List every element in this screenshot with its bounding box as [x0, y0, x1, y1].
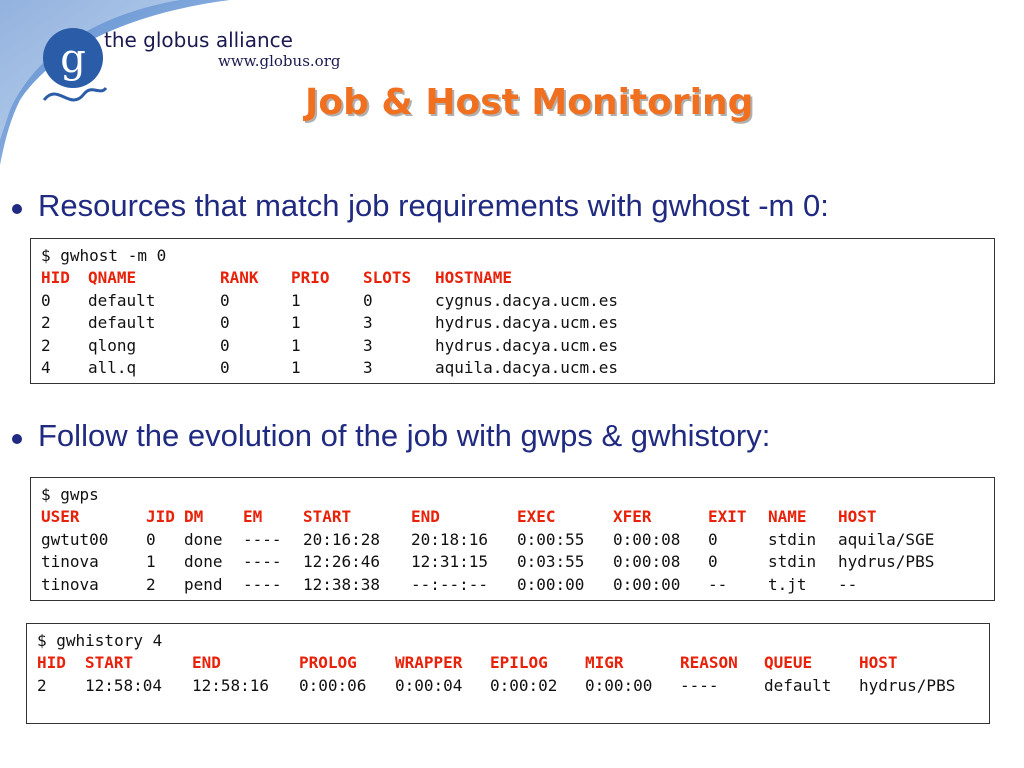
table-cell: t.jt [768, 574, 807, 594]
table-row [31, 357, 994, 379]
table-row [31, 551, 994, 573]
table-cell: tinova [41, 552, 99, 572]
table-cell: 2 [41, 335, 51, 355]
table-cell: tinova [41, 574, 99, 594]
table-cell: done [184, 529, 223, 549]
table-cell: 0:00:00 [585, 675, 653, 695]
table-cell: hydrus/PBS [859, 675, 956, 695]
column-header: RANK [220, 268, 259, 288]
logo-letter: g [60, 36, 86, 82]
table-cell: 12:31:15 [411, 552, 489, 572]
column-header: HOST [838, 507, 877, 527]
table-cell: 12:38:38 [303, 574, 381, 594]
table-cell: 0:00:08 [613, 552, 681, 572]
column-header: MIGR [585, 653, 624, 673]
table-cell: 1 [291, 357, 301, 377]
table-cell: 0:00:04 [395, 675, 463, 695]
brand-url: www.globus.org [218, 52, 341, 70]
gwhistory-header-row [27, 652, 989, 674]
column-header: DM [184, 507, 204, 527]
table-cell: stdin [768, 529, 817, 549]
table-cell: default [764, 675, 832, 695]
gwhost-header-row [31, 267, 994, 289]
table-cell: 12:58:04 [85, 675, 163, 695]
table-row [31, 335, 994, 357]
column-header: HOSTNAME [435, 268, 513, 288]
table-cell: done [184, 552, 223, 572]
table-cell: 0:00:55 [517, 529, 585, 549]
column-header: JID [146, 507, 175, 527]
table-cell: 2 [37, 675, 47, 695]
column-header: START [85, 653, 134, 673]
table-cell: 1 [291, 313, 301, 333]
table-cell: 20:18:16 [411, 529, 489, 549]
corner-swoosh-graphic [0, 0, 260, 180]
column-header: EM [243, 507, 263, 527]
table-cell: 3 [363, 335, 373, 355]
column-header: START [303, 507, 352, 527]
table-cell: cygnus.dacya.ucm.es [435, 290, 619, 310]
gwps-command-line [31, 484, 994, 506]
table-row [31, 574, 994, 596]
bullet-item [12, 418, 770, 454]
table-cell: 0:00:06 [299, 675, 367, 695]
gwhistory-terminal-box [26, 623, 990, 724]
gwhost-terminal-box [30, 238, 995, 384]
table-cell: --:--:-- [411, 574, 489, 594]
table-cell: default [88, 313, 156, 333]
table-cell: 0 [220, 290, 230, 310]
table-cell: 12:58:16 [192, 675, 270, 695]
table-cell: ---- [680, 675, 719, 695]
table-cell: qlong [88, 335, 137, 355]
table-cell: 1 [291, 335, 301, 355]
column-header: XFER [613, 507, 652, 527]
table-cell: 0 [363, 290, 373, 310]
table-cell: 0:00:00 [613, 574, 681, 594]
table-cell: ---- [243, 574, 282, 594]
table-row [31, 312, 994, 334]
column-header: END [192, 653, 221, 673]
bullet-dot-icon [12, 434, 22, 444]
table-row [31, 290, 994, 312]
gwhistory-command: $ gwhistory 4 [37, 631, 163, 650]
table-cell: 0 [708, 552, 718, 572]
table-cell: 12:26:46 [303, 552, 381, 572]
gwps-terminal-box [30, 477, 995, 601]
table-cell: 0:00:02 [490, 675, 558, 695]
column-header: WRAPPER [395, 653, 463, 673]
brand-name: the globus alliance [104, 28, 293, 52]
column-header: QNAME [88, 268, 137, 288]
table-cell: all.q [88, 357, 137, 377]
column-header: HID [41, 268, 70, 288]
column-header: EXEC [517, 507, 556, 527]
table-cell: 0:03:55 [517, 552, 585, 572]
table-cell: default [88, 290, 156, 310]
bullet-dot-icon [12, 204, 22, 214]
column-header: SLOTS [363, 268, 412, 288]
column-header: EPILOG [490, 653, 548, 673]
table-cell: hydrus.dacya.ucm.es [435, 313, 619, 333]
table-cell: pend [184, 574, 223, 594]
table-cell: 0 [220, 313, 230, 333]
column-header: NAME [768, 507, 807, 527]
table-cell: gwtut00 [41, 529, 109, 549]
table-cell: stdin [768, 552, 817, 572]
bullet-text: Follow the evolution of the job with gwps & gwhistory: [38, 418, 771, 453]
table-cell: 0 [708, 529, 718, 549]
gwhost-command-line [31, 245, 994, 267]
table-cell: aquila/SGE [838, 529, 935, 549]
column-header: HOST [859, 653, 898, 673]
column-header: USER [41, 507, 80, 527]
globus-logo-icon [40, 22, 110, 110]
column-header: END [411, 507, 440, 527]
gwhistory-command-line [27, 630, 989, 652]
table-cell: 2 [41, 313, 51, 333]
table-cell: 0 [220, 335, 230, 355]
table-cell: aquila.dacya.ucm.es [435, 357, 619, 377]
table-cell: 0:00:00 [517, 574, 585, 594]
table-cell: 20:16:28 [303, 529, 381, 549]
gwps-command: $ gwps [41, 485, 99, 504]
bullet-item [12, 188, 829, 224]
column-header: PROLOG [299, 653, 357, 673]
column-header: HID [37, 653, 66, 673]
bullet-text: Resources that match job requirements with gwhost -m 0: [38, 188, 829, 223]
table-cell: 2 [146, 574, 156, 594]
table-cell: 1 [146, 552, 156, 572]
column-header: REASON [680, 653, 738, 673]
table-cell: -- [838, 574, 858, 594]
table-cell: ---- [243, 529, 282, 549]
column-header: QUEUE [764, 653, 813, 673]
table-cell: 1 [291, 290, 301, 310]
table-cell: 4 [41, 357, 51, 377]
gwhost-command: $ gwhost -m 0 [41, 246, 167, 265]
table-cell: ---- [243, 552, 282, 572]
table-row [27, 675, 989, 697]
table-cell: 0:00:08 [613, 529, 681, 549]
table-cell: 0 [220, 357, 230, 377]
column-header: EXIT [708, 507, 747, 527]
gwps-header-row [31, 506, 994, 528]
table-cell: 3 [363, 357, 373, 377]
slide-title: Job & Host Monitoring [305, 82, 754, 123]
table-cell: -- [708, 574, 728, 594]
table-row [31, 529, 994, 551]
table-cell: 0 [41, 290, 51, 310]
table-cell: 0 [146, 529, 156, 549]
table-cell: hydrus.dacya.ucm.es [435, 335, 619, 355]
table-cell: 3 [363, 313, 373, 333]
table-cell: hydrus/PBS [838, 552, 935, 572]
column-header: PRIO [291, 268, 330, 288]
